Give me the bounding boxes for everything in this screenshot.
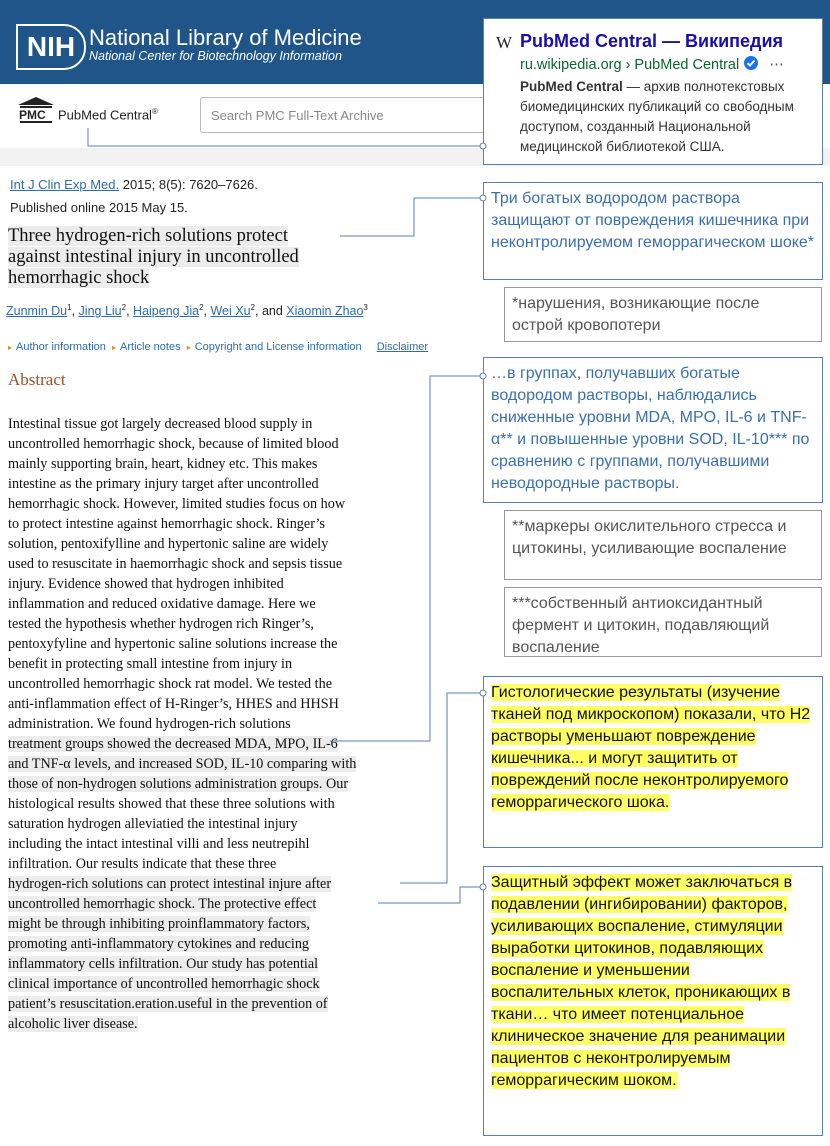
abstract-line: uncontrolled hemorrhagic shock rat model. We tested the	[8, 676, 333, 692]
published-date: Published online 2015 May 15.	[10, 200, 188, 215]
abstract-line: might be through inhibiting proinflammatory factors,	[8, 916, 310, 932]
triangle-icon: ▸	[8, 343, 13, 352]
abstract-line: anti-inflammation effect of H-Ringer’s, HHES and HHSH	[8, 696, 339, 712]
abstract-line: to protect intestine against hemorrhagic shock. Ringer’s	[8, 516, 325, 532]
author-link[interactable]: Zunmin Du	[6, 304, 68, 319]
abstract-line: tested the hypothesis whether hydrogen rich Ringer’s,	[8, 616, 314, 632]
wikipedia-title[interactable]: PubMed Central — Википедия	[520, 31, 784, 51]
abstract-line: injury. Evidence showed that hydrogen inhibited	[8, 576, 284, 592]
more-icon[interactable]: ⋯	[769, 57, 784, 73]
search-input[interactable]: Search PMC Full-Text Archive	[200, 97, 490, 133]
abstract-heading: Abstract	[8, 370, 66, 389]
author-info-link[interactable]: Author information	[16, 341, 106, 353]
citation: Int J Clin Exp Med. 2015; 8(5): 7620–7626.	[10, 177, 258, 192]
abstract-line: benefit in protecting small intestine from injury in	[8, 656, 293, 672]
wikipedia-url: ru.wikipedia.org › PubMed Central ⋯	[520, 57, 784, 73]
wikipedia-description: PubMed Central — архив полнотекстовых биомедицинских публикаций со свободным доступом, созданный Национальной медицинской библиотекой США.	[520, 79, 794, 154]
annotation-histology: Гистологические результаты (изучение тканей под микроскопом) показали, что H2 растворы уменьшают повреждение кишечника... и могут защитить от повреждений после неконтролируемого геморрагического шока.	[483, 676, 823, 848]
nih-logo[interactable]: NIH	[16, 24, 86, 70]
disclaimer-link[interactable]: Disclaimer	[376, 341, 429, 353]
nlm-title[interactable]: National Library of Medicine	[89, 25, 362, 50]
annotation-groups: …в группах, получавших богатые водородом растворы, наблюдались сниженные уровни MDA, MPO, IL-6 и TNF-α** и повышенные уровни SOD, IL-10*** по сравнению с группами, получавшими неводородные растворы.	[483, 357, 823, 503]
article-info-links	[8, 341, 428, 353]
triangle-icon: ▸	[186, 343, 191, 352]
abstract-line: used to resuscitate in haemorrhagic shock and sepsis tissue	[8, 556, 343, 572]
abstract-line: Intestinal tissue got largely decreased blood supply in	[8, 416, 313, 432]
author-link[interactable]: Xiaomin Zhao	[286, 304, 364, 319]
author-list: Zunmin Du$^1$, Jing Liu$^2$, Haipeng Jia$^2$, Wei Xu$^2$, and Xiaomin Zhao$^3$	[6, 303, 368, 319]
annotation-protective: Защитный эффект может заключаться в подавлении (ингибировании) факторов, усиливающих воспаление, стимуляции выработки цитокинов, подавляющих воспаление и уменьшении воспалительных клеток, проникающих в ткани… что имеет потенциальное клиническое значение для реанимации пациентов с неконтролируемым геморрагическим шоком.	[483, 866, 823, 1136]
abstract-line: administration. We found hydrogen-rich solutions	[8, 716, 291, 732]
abstract-line: saturation hydrogen alleviatied the intestinal injury	[8, 816, 298, 832]
abstract-line: those of non-hydrogen solutions administration groups. Our	[8, 776, 349, 792]
author-link[interactable]: Jing Liu	[78, 304, 122, 319]
copyright-link[interactable]: Copyright and License information	[194, 341, 362, 353]
abstract-line: uncontrolled hemorrhagic shock. The protective effect	[8, 896, 317, 912]
abstract-line: infiltration. Our results indicate that these three	[8, 856, 277, 872]
abstract-line: and TNF-α levels, and increased SOD, IL-10 comparing with	[8, 756, 357, 772]
annotation-note2: **маркеры окислительного стресса и цитокины, усиливающие воспаление	[504, 510, 822, 580]
pmc-name[interactable]: PubMed Central®	[58, 107, 158, 123]
triangle-icon: ▸	[112, 343, 117, 352]
author-link[interactable]: Wei Xu	[210, 304, 251, 319]
pmc-abbrev: PMC	[19, 108, 46, 122]
abstract-line: intestine as the primary injury target after uncontrolled	[8, 476, 319, 492]
wikipedia-card[interactable]	[483, 18, 823, 165]
abstract-line: solution, pentoxifylline and hypertonic saline are widely	[8, 536, 329, 552]
abstract-line: pentoxyfyline and hypertonic saline solutions increase the	[8, 636, 338, 652]
article-notes-link[interactable]: Article notes	[120, 341, 181, 353]
abstract-line: histological results showed that these three solutions with	[8, 796, 335, 812]
abstract-line: treatment groups showed the decreased MDA, MPO, IL-6	[8, 736, 338, 752]
abstract-line: promoting anti-inflammatory cytokines and reducing	[8, 936, 310, 952]
abstract-line: clinical importance of uncontrolled hemorrhagic shock	[8, 976, 320, 992]
nlm-subtitle: National Center for Biotechnology Information	[89, 49, 342, 63]
abstract-line: alcoholic liver disease.	[8, 1016, 138, 1032]
abstract-line: patient’s resuscitation.eration.useful in the prevention of	[8, 996, 328, 1012]
author-link[interactable]: Haipeng Jia	[133, 304, 200, 319]
abstract-text	[8, 414, 422, 1034]
wikipedia-icon: W	[496, 33, 513, 52]
abstract-line: hemorrhagic shock. However, limited studies focus on how	[8, 496, 346, 512]
abstract-line: mainly supporting brain, heart, kidney etc. This makes	[8, 456, 318, 472]
verified-icon	[743, 55, 759, 71]
abstract-line: hydrogen-rich solutions can protect intestinal injure after	[8, 876, 332, 892]
annotation-note1: *нарушения, возникающие после острой кровопотери	[504, 287, 822, 342]
journal-link[interactable]: Int J Clin Exp Med.	[10, 177, 120, 192]
abstract-line: inflammatory cells infiltration. Our study has potential	[8, 956, 319, 972]
article-title: Three hydrogen-rich solutions protect against intestinal injury in uncontrolled hemorrhagic shock	[8, 226, 299, 288]
abstract-line: inflammation and reduced oxidative damage. Here we	[8, 596, 316, 612]
annotation-note3: ***собственный антиоксидантный фермент и цитокин, подавляющий воспаление	[504, 587, 822, 657]
abstract-line: including the intact intestinal villi and less neutrepihl	[8, 836, 310, 852]
abstract-line: uncontrolled hemorrhagic shock, because of limited blood	[8, 436, 339, 452]
annotation-title: Три богатых водородом раствора защищают от повреждения кишечника при неконтролируемом геморрагическом шоке*	[483, 182, 823, 280]
